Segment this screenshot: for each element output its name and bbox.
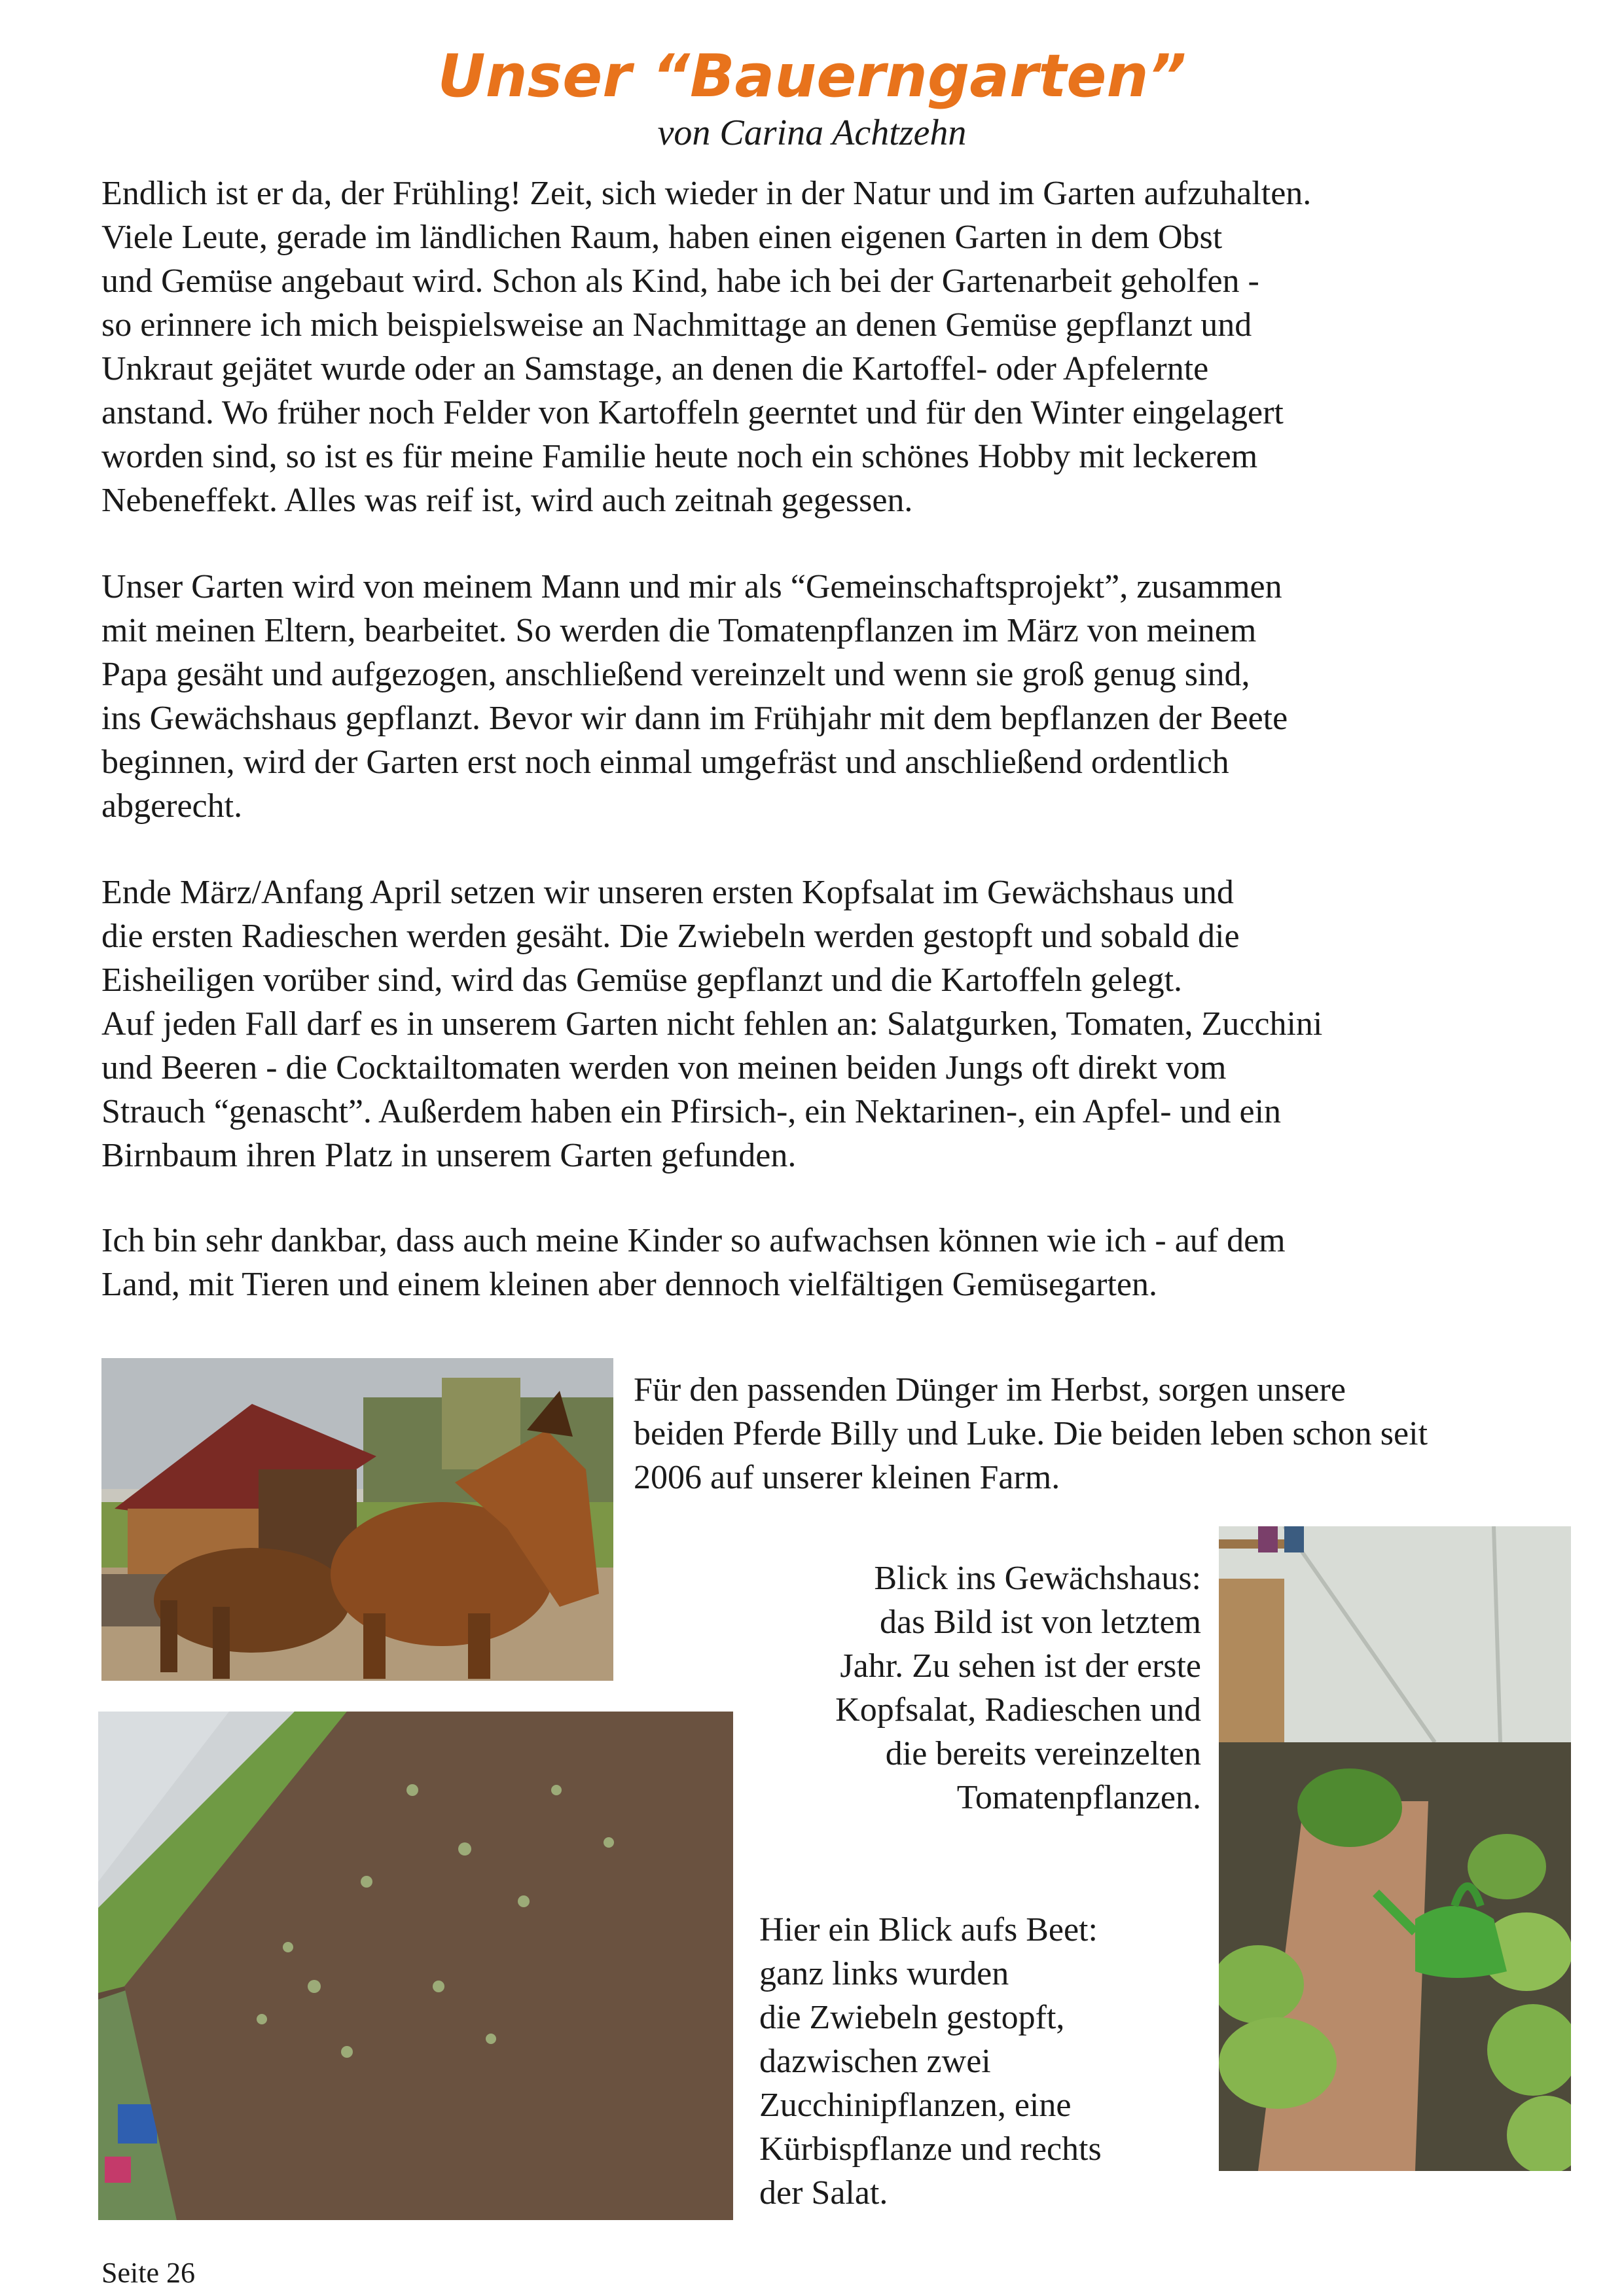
text-line: Unkraut gejätet wurde oder an Samstage, an denen die Kartoffel- oder Apfelernte (101, 350, 1209, 387)
text-line: Unser Garten wird von meinem Mann und mir als “Gemeinschaftsprojekt”, zusammen (101, 568, 1282, 605)
caption-line: der Salat. (759, 2174, 888, 2212)
paragraph-community-project (101, 565, 1561, 828)
caption-line: Zucchinipflanzen, eine (759, 2087, 1072, 2124)
greenhouse-caption (730, 1556, 1201, 1820)
text-line: Eisheiligen vorüber sind, wird das Gemüse gepflanzt und die Kartoffeln gelegt. (101, 961, 1183, 999)
caption-line: beiden Pferde Billy und Luke. Die beiden leben schon seit (634, 1415, 1428, 1452)
paragraph-planting (101, 870, 1561, 1177)
text-line: Ich bin sehr dankbar, dass auch meine Kinder so aufwachsen können wie ich - auf dem (101, 1222, 1286, 1259)
paragraph-gratitude (101, 1219, 1561, 1306)
text-line: worden sind, so ist es für meine Familie heute noch ein schönes Hobby mit leckerem (101, 438, 1258, 475)
article-byline: von Carina Achtzehn (657, 113, 967, 153)
text-line: und Gemüse angebaut wird. Schon als Kind, habe ich bei der Gartenarbeit geholfen - (101, 262, 1259, 300)
text-line: Land, mit Tieren und einem kleinen aber dennoch vielfältigen Gemüsegarten. (101, 1266, 1157, 1303)
text-line: so erinnere ich mich beispielsweise an Nachmittage an denen Gemüse gepflanzt und (101, 306, 1252, 344)
horses-caption (634, 1368, 1563, 1499)
text-line: ins Gewächshaus gepflanzt. Bevor wir dann im Frühjahr mit dem bepflanzen der Beete (101, 700, 1288, 737)
text-line: anstand. Wo früher noch Felder von Kartoffeln geerntet und für den Winter eingelagert (101, 394, 1284, 431)
caption-line: das Bild ist von letztem (879, 1604, 1201, 1641)
text-line: mit meinen Eltern, bearbeitet. So werden die Tomatenpflanzen im März von meinem (101, 612, 1257, 649)
article-title: Unser “Bauerngarten” (437, 42, 1187, 111)
caption-line: 2006 auf unserer kleinen Farm. (634, 1459, 1060, 1496)
garden-bed-photo (98, 1712, 733, 2220)
caption-line: Kürbispflanze und rechts (759, 2130, 1102, 2168)
caption-line: Tomatenpflanzen. (956, 1779, 1201, 1816)
caption-line: Kopfsalat, Radieschen und (835, 1691, 1201, 1729)
text-line: beginnen, wird der Garten erst noch einmal umgefräst und anschließend ordentlich (101, 744, 1229, 781)
text-line: abgerecht. (101, 787, 243, 825)
caption-line: ganz links wurden (759, 1955, 1009, 1992)
page-number: Seite 26 (101, 2257, 195, 2289)
text-line: die ersten Radieschen werden gesäht. Die Zwiebeln werden gestopft und sobald die (101, 918, 1240, 955)
text-line: Endlich ist er da, der Frühling! Zeit, sich wieder in der Natur und im Garten aufzuhalten. (101, 175, 1312, 212)
caption-line: Blick ins Gewächshaus: (874, 1560, 1201, 1597)
text-line: Papa gesäht und aufgezogen, anschließend vereinzelt und wenn sie groß genug sind, (101, 656, 1250, 693)
caption-line: die bereits vereinzelten (885, 1735, 1201, 1772)
text-line: Birnbaum ihren Platz in unserem Garten gefunden. (101, 1137, 797, 1174)
caption-line: Hier ein Blick aufs Beet: (759, 1911, 1098, 1948)
caption-line: Jahr. Zu sehen ist der erste (840, 1647, 1201, 1685)
text-line: und Beeren - die Cocktailtomaten werden von meinen beiden Jungs oft direkt vom (101, 1049, 1227, 1086)
caption-line: die Zwiebeln gestopft, (759, 1999, 1065, 2036)
text-line: Auf jeden Fall darf es in unserem Garten nicht fehlen an: Salatgurken, Tomaten, Zucchini (101, 1005, 1323, 1043)
text-line: Nebeneffekt. Alles was reif ist, wird auch zeitnah gegessen. (101, 482, 913, 519)
greenhouse-photo (1219, 1526, 1571, 2171)
caption-line: dazwischen zwei (759, 2043, 991, 2080)
horses-photo (101, 1358, 613, 1681)
text-line: Ende März/Anfang April setzen wir unseren ersten Kopfsalat im Gewächshaus und (101, 874, 1234, 911)
text-line: Strauch “genascht”. Außerdem haben ein Pfirsich-, ein Nektarinen-, ein Apfel- und ein (101, 1093, 1282, 1130)
paragraph-intro (101, 171, 1561, 522)
garden-bed-caption (759, 1908, 1185, 2215)
caption-line: Für den passenden Dünger im Herbst, sorgen unsere (634, 1371, 1346, 1408)
text-line: Viele Leute, gerade im ländlichen Raum, haben einen eigenen Garten in dem Obst (101, 219, 1223, 256)
